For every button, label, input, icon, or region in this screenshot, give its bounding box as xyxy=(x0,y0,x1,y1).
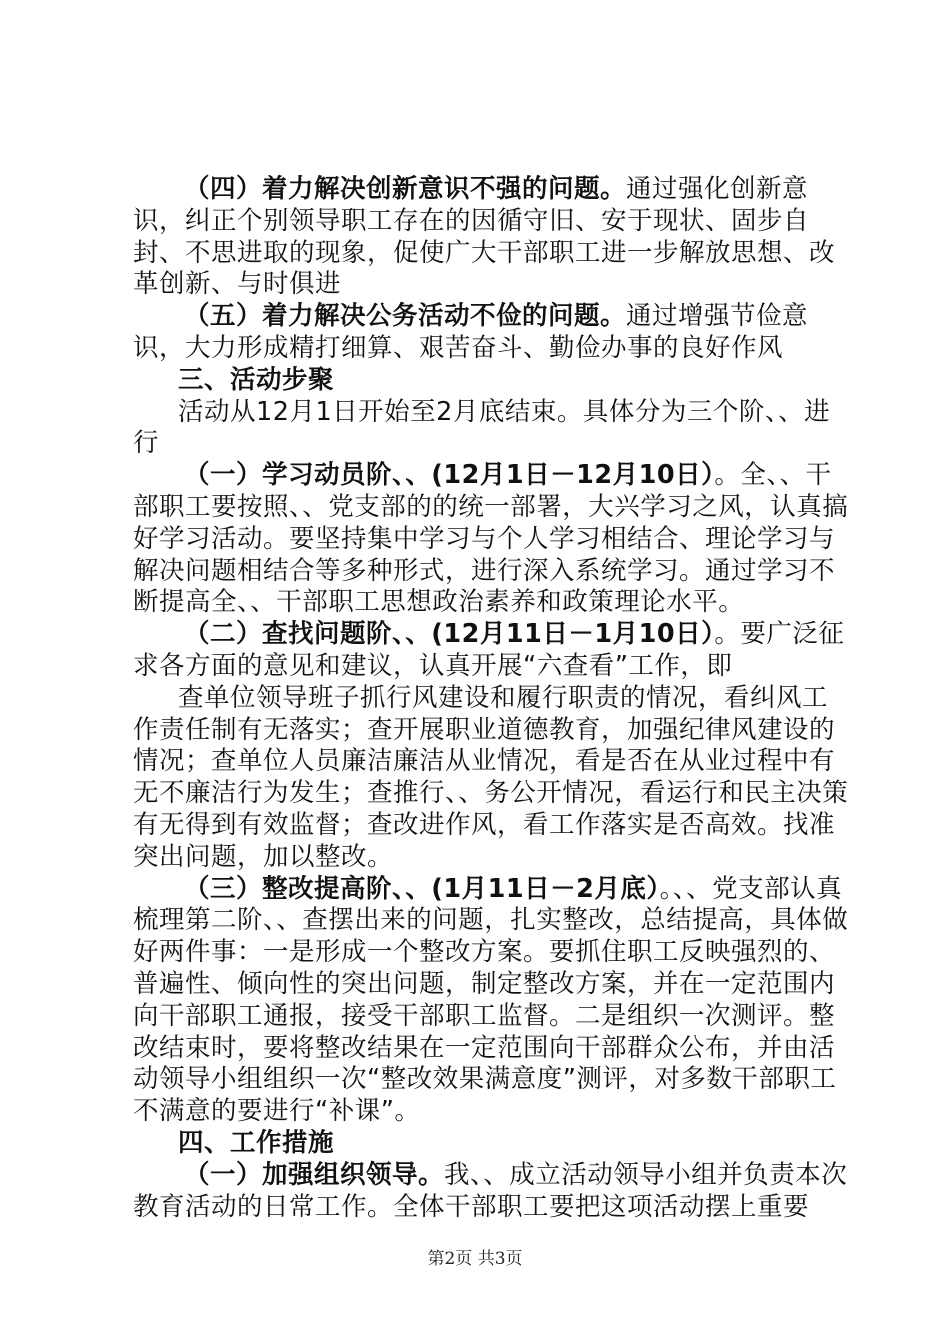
paragraph-stage-one xyxy=(133,460,853,619)
paragraph-innovation xyxy=(133,174,853,301)
paragraph-heading: （四）着力解决创新意识不强的问题。 xyxy=(184,174,627,204)
paragraph-schedule xyxy=(133,397,853,461)
section-heading: 三、活动步聚 xyxy=(178,364,335,395)
paragraph-text: 通过强化创新意识，纠正个别领导职工存在的因循守旧、安于现状、固步自封、不思进取的现象，促使广大干部职工进一步解放思想、改革创新、与时俱进 xyxy=(133,174,836,300)
paragraph-text: 查单位领导班子抓行风建设和履行职责的情况，看纠风工作责任制有无落实；查开展职业道德教育，加强纪律风建设的情况；查单位人员廉洁廉洁从业情况，看是否在从业过程中有无不廉洁行为发生；查推行、、务公开情况，看运行和民主决策有无得到有效监督；查改进作风，看工作落实是否高效。找准突出问题，加以整改。 xyxy=(133,682,849,872)
paragraph-six-checks xyxy=(133,683,853,874)
paragraph-frugality xyxy=(133,301,853,365)
paragraph-heading: （一）学习动员阶、、(12月1日－12月10日） xyxy=(184,460,715,491)
paragraph-stage-two xyxy=(133,619,853,683)
paragraph-text: 活动从12月1日开始至2月底结束。具体分为三个阶、、进行 xyxy=(133,396,831,459)
paragraph-heading: （一）加强组织领导。 xyxy=(184,1159,445,1190)
paragraph-text: 。、、党支部认真梳理第二阶、、查摆出来的问题，扎实整改，总结提高，具体做好两件事：一是形成一个整改方案。要抓住职工反映强烈的、普遍性、倾向性的突出问题，制定整改方案，并在一定范围内向干部职工通报，接受干部职工监督。二是组织一次测评。整改结束时，要将整改结果在一定范围向干部群众公布，并由活动领导小组组织一次“整改效果满意度”测评，对多数干部职工不满意的要进行“补课”。 xyxy=(133,873,849,1127)
paragraph-text: 我、、成立活动领导小组并负责本次教育活动的日常工作。全体干部职工要把这项活动摆上重要 xyxy=(133,1159,848,1222)
section-heading: 四、工作措施 xyxy=(178,1127,335,1158)
document-body xyxy=(133,174,853,1223)
paragraph-organization xyxy=(133,1160,853,1224)
paragraph-heading: （二）查找问题阶、、(12月11日－1月10日） xyxy=(184,619,715,650)
paragraph-text: 。要广泛征求各方面的意见和建议，认真开展“六查看”工作，即 xyxy=(133,619,845,681)
paragraph-stage-three xyxy=(133,874,853,1128)
paragraph-heading: （五）着力解决公务活动不俭的问题。 xyxy=(184,301,627,332)
page-footer: 第2页 共3页 xyxy=(427,1249,523,1269)
section-heading-steps xyxy=(133,365,853,397)
paragraph-heading: （三）整改提高阶、、(1月11日－2月底） xyxy=(184,873,660,904)
paragraph-text: 通过增强节俭意识，大力形成精打细算、艰苦奋斗、勤俭办事的良好作风 xyxy=(133,301,809,363)
paragraph-text: 。全、、干部职工要按照、、党支部的的统一部署，大兴学习之风，认真搞好学习活动。要坚持集中学习与个人学习相结合、理论学习与解决问题相结合等多种形式，进行深入系统学习。通过学习不断提高全、、干部职工思想政治素养和政策理论水平。 xyxy=(133,460,849,618)
section-heading-measures xyxy=(133,1128,853,1160)
